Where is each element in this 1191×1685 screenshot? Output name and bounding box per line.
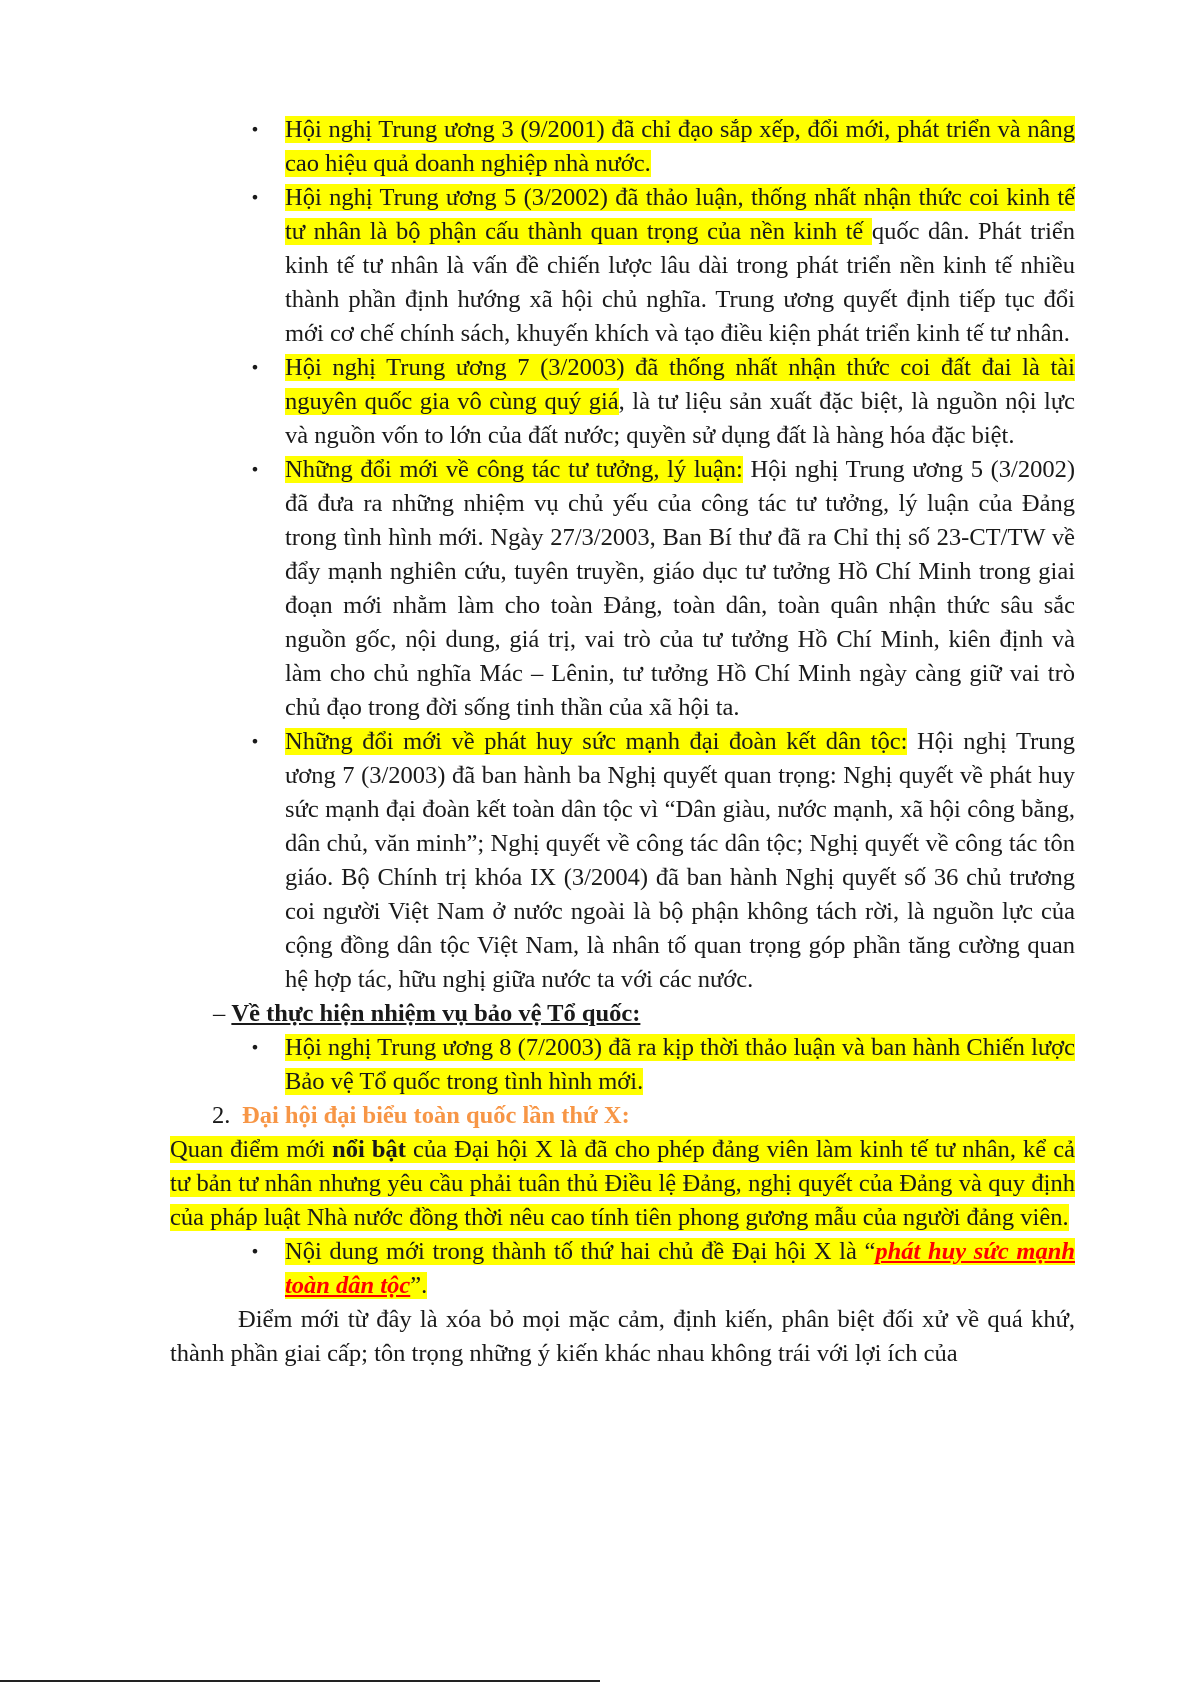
para1-bold: nổi bật bbox=[332, 1136, 406, 1163]
section-number: 2. bbox=[212, 1102, 231, 1129]
list-item bbox=[170, 725, 1075, 997]
bullet-icon: • bbox=[250, 1242, 260, 1261]
body-text: Hội nghị Trung ương 7 (3/2003) đã ban hành ba Nghị quyết quan trọng: Nghị quyết về phát huy sức mạnh đại đoàn kết toàn dân tộc vì “Dân giàu, nước mạnh, xã hội công bằng, dân chủ, văn minh”; Nghị quyết về công tác dân tộc; Nghị quyết về công tác tôn giáo. Bộ Chính trị khóa IX (3/2004) đã ban hành Nghị quyết số 36 chủ trương coi người Việt Nam ở nước ngoài là bộ phận không tách rời, là nguồn lực của cộng đồng dân tộc Việt Nam, là nhân tố quan trọng góp phần tăng cường quan hệ hợp tác, hữu nghị giữa nước ta với các nước. bbox=[285, 728, 1075, 993]
highlighted-text: Hội nghị Trung ương 8 (7/2003) đã ra kịp thời thảo luận và ban hành Chiến lược Bảo vệ Tổ quốc trong tình hình mới. bbox=[285, 1034, 1075, 1095]
dash-marker: – bbox=[213, 1000, 232, 1027]
bullet-icon: • bbox=[250, 188, 260, 207]
page-content bbox=[170, 113, 1075, 1371]
body-text: quốc dân. Phát triển kinh tế tư nhân là vấn đề chiến lược lâu dài trong phát triển nền kinh tế nhiều thành phần định hướng xã hội chủ nghĩa. Trung ương quyết định tiếp tục đổi mới cơ chế chính sách, khuyến khích và tạo điều kiện phát triển kinh tế tư nhân. bbox=[285, 218, 1076, 347]
para1-part2: của Đại hội X là đã cho phép đảng viên làm kinh tế tư nhân, kể cả tư bản tư nhân nhưng yêu cầu phải tuân thủ Điều lệ Đảng, nghị quyết của Đảng và quy định của pháp luật Nhà nước đồng thời nêu cao tính tiên phong gương mẫu của người đảng viên. bbox=[170, 1136, 1076, 1231]
defense-heading bbox=[170, 997, 1075, 1031]
list-item bbox=[170, 1031, 1075, 1099]
theme-after: ”. bbox=[410, 1272, 428, 1299]
bullet-icon: • bbox=[250, 732, 260, 751]
highlighted-text: Hội nghị Trung ương 5 (3/2002) đã thảo luận, thống nhất nhận thức coi kinh tế tư nhân là bộ phận cấu thành quan trọng của nền kinh tế bbox=[285, 184, 1075, 245]
bullet-list-theme bbox=[170, 1235, 1075, 1303]
highlighted-text: Hội nghị Trung ương 7 (3/2003) đã thống nhất nhận thức coi đất đai là tài nguyên quốc gia vô cùng quý giá bbox=[285, 354, 1075, 415]
bullet-icon: • bbox=[250, 358, 260, 377]
bullet-icon: • bbox=[250, 120, 260, 139]
bullet-list-defense bbox=[170, 1031, 1075, 1099]
section-title: Đại hội đại biểu toàn quốc lần thứ X: bbox=[242, 1102, 630, 1129]
highlighted-text: Những đổi mới về công tác tư tưởng, lý luận: bbox=[285, 456, 743, 483]
highlighted-text: Hội nghị Trung ương 3 (9/2001) đã chỉ đạo sắp xếp, đổi mới, phát triển và nâng cao hiệu quả doanh nghiệp nhà nước. bbox=[285, 116, 1075, 177]
paragraph-new-point: Điểm mới từ đây là xóa bỏ mọi mặc cảm, định kiến, phân biệt đối xử về quá khứ, thành phần giai cấp; tôn trọng những ý kiến khác nhau không trái với lợi ích của bbox=[170, 1306, 1075, 1367]
bullet-icon: • bbox=[250, 1038, 260, 1057]
paragraph-viewpoint bbox=[170, 1133, 1075, 1235]
list-item bbox=[170, 453, 1075, 725]
theme-emphasis: phát huy sức mạnh toàn dân tộc bbox=[285, 1238, 1075, 1299]
body-text: , là tư liệu sản xuất đặc biệt, là nguồn nội lực và nguồn vốn to lớn của đất nước; quyền sử dụng đất là hàng hóa đặc biệt. bbox=[285, 388, 1075, 449]
theme-before: Nội dung mới trong thành tố thứ hai chủ đề Đại hội X là “ bbox=[285, 1238, 876, 1265]
footer-divider bbox=[0, 1680, 600, 1682]
highlighted-text bbox=[170, 1136, 1075, 1231]
list-item bbox=[170, 351, 1075, 453]
defense-title: Về thực hiện nhiệm vụ bảo vệ Tổ quốc: bbox=[231, 1000, 641, 1027]
list-item bbox=[170, 1235, 1075, 1303]
para1-part1: Quan điểm mới bbox=[170, 1136, 333, 1163]
highlighted-text bbox=[285, 1238, 1075, 1299]
bullet-icon: • bbox=[250, 460, 260, 479]
body-text: Hội nghị Trung ương 5 (3/2002) đã đưa ra những nhiệm vụ chủ yếu của công tác tư tưởng, lý luận của Đảng trong tình hình mới. Ngày 27/3/2003, Ban Bí thư đã ra Chỉ thị số 23-CT/TW về đẩy mạnh nghiên cứu, tuyên truyền, giáo dục tư tưởng Hồ Chí Minh trong giai đoạn mới nhằm làm cho toàn Đảng, toàn dân, toàn quân nhận thức sâu sắc nguồn gốc, nội dung, giá trị, vai trò của tư tưởng Hồ Chí Minh, kiên định và làm cho chủ nghĩa Mác – Lênin, tư tưởng Hồ Chí Minh ngày càng giữ vai trò chủ đạo trong đời sống tinh thần của xã hội ta. bbox=[285, 456, 1075, 721]
highlighted-text: Những đổi mới về phát huy sức mạnh đại đoàn kết dân tộc: bbox=[285, 728, 908, 755]
list-item bbox=[170, 113, 1075, 181]
bullet-list-reforms bbox=[170, 113, 1075, 997]
list-item bbox=[170, 181, 1075, 351]
section-heading-2 bbox=[170, 1099, 1075, 1133]
